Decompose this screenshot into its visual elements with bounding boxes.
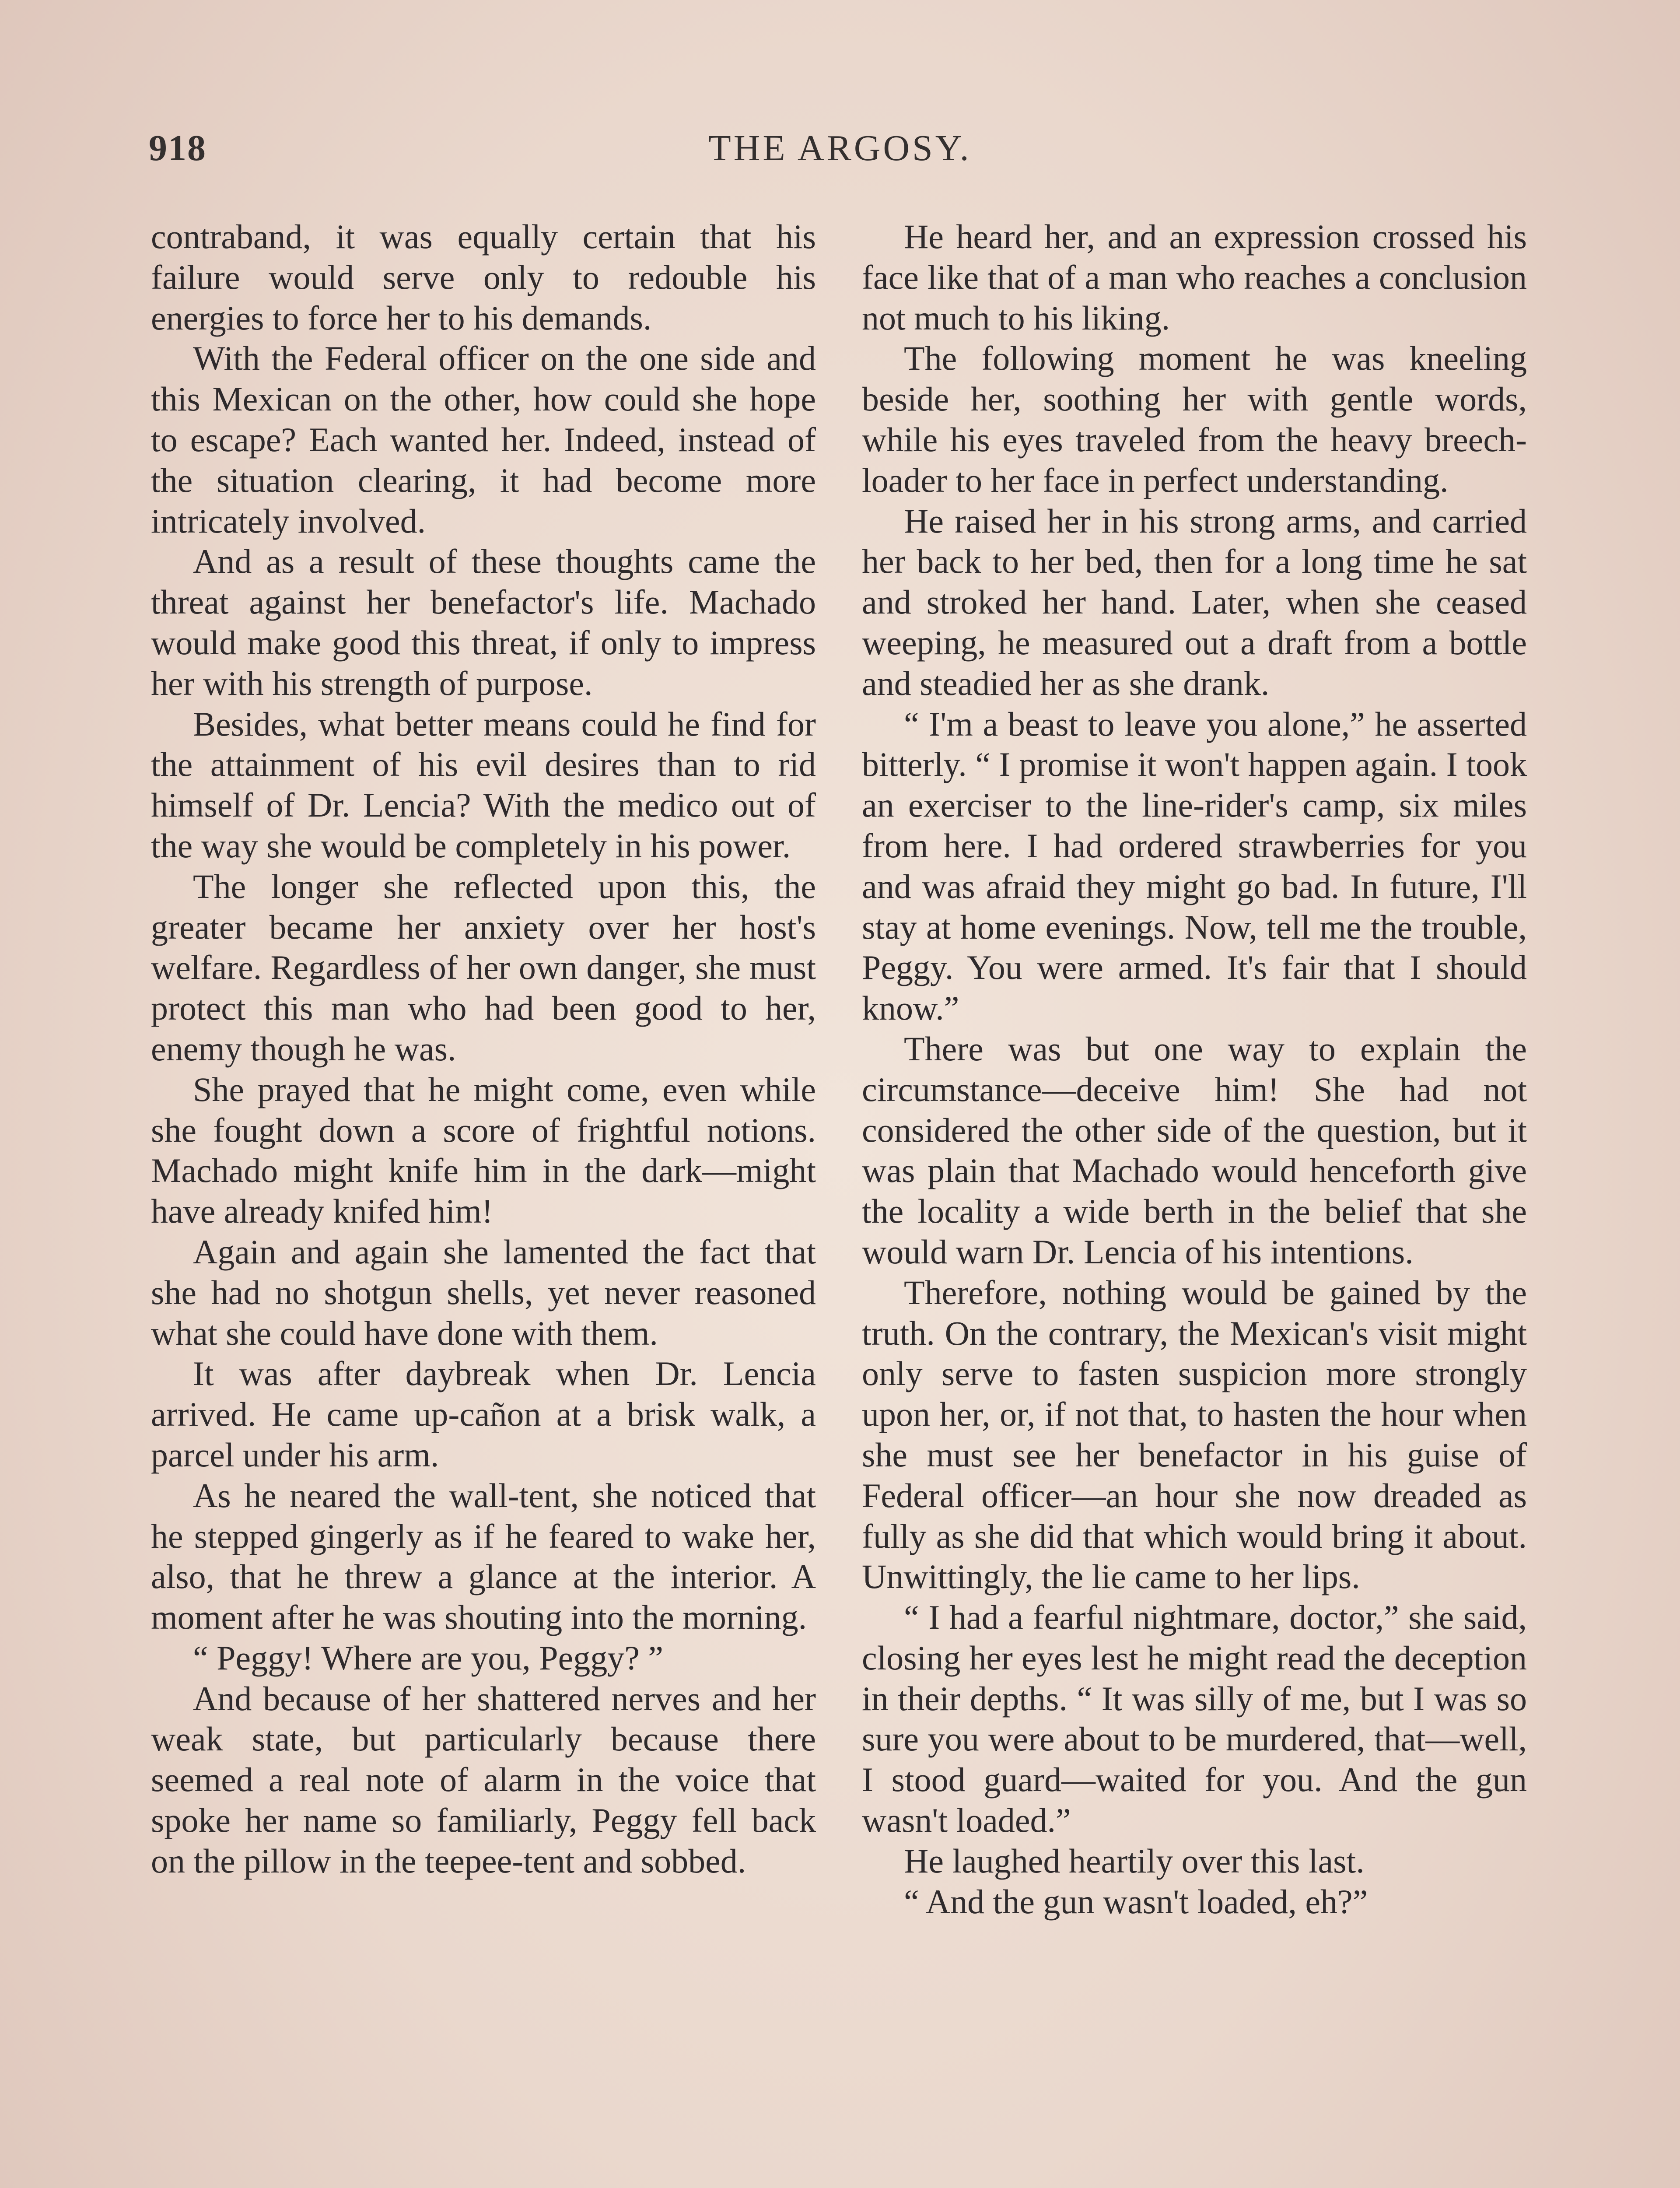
running-head: THE ARGOSY. <box>708 128 972 168</box>
paragraph: There was but one way to explain the circumstance—deceive him! She had not considered the other side of the question, but it was plain that Machado would henceforth give the locality a wide berth in the belief that she would warn Dr. Lencia of his intentions. <box>862 1029 1527 1271</box>
paragraph: Again and again she lamented the fact that she had no shotgun shells, yet never reasoned what she could have done with them. <box>151 1232 816 1352</box>
right-column <box>862 217 1527 1922</box>
paragraph: And as a result of these thoughts came the threat against her benefactor's life. Machado would make good this threat, if only to impress her with his strength of purpose. <box>151 542 816 702</box>
paragraph: And because of her shattered nerves and her weak state, but particularly because there seemed a real note of alarm in the voice that spoke her name so familiarly, Peggy fell back on the pillow in the teepee-tent and sobbed. <box>151 1679 816 1880</box>
paragraph: “ And the gun wasn't loaded, eh?” <box>904 1882 1368 1921</box>
paragraph: She prayed that he might come, even while she fought down a score of frightful notions. Machado might knife him in the dark—might have already knifed him! <box>151 1070 816 1231</box>
paragraph: He laughed heartily over this last. <box>904 1841 1365 1880</box>
paragraph: The longer she reflected upon this, the greater became her anxiety over her host's welfare. Regardless of her own danger, she must protect this man who had been good to her, enemy though he was. <box>151 867 816 1068</box>
paragraph: It was after daybreak when Dr. Lencia arrived. He came up-cañon at a brisk walk, a parcel under his arm. <box>151 1354 816 1474</box>
paragraph: “ Peggy! Where are you, Peggy? ” <box>193 1638 663 1677</box>
paragraph: With the Federal officer on the one side and this Mexican on the other, how could she hope to escape? Each wanted her. Indeed, instead of the situation clearing, it had become more intricately involved. <box>151 339 816 540</box>
left-column <box>151 217 816 1882</box>
paragraph: “ I had a fearful nightmare, doctor,” she said, closing her eyes lest he might read the deception in their depths. “ It was silly of me, but I was so sure you were about to be murdered, that—well, I stood guard—waited for you. And the gun wasn't loaded.” <box>862 1598 1527 1840</box>
paragraph: As he neared the wall-tent, she noticed that he stepped gingerly as if he feared to wake her, also, that he threw a glance at the interior. A moment after he was shouting into the morning. <box>151 1476 816 1637</box>
paragraph: Besides, what better means could he find for the attainment of his evil desires than to rid himself of Dr. Lencia? With the medico out of the way she would be completely in his power. <box>151 705 816 865</box>
paragraph: contraband, it was equally certain that his failure would serve only to redouble his energies to force her to his demands. <box>151 217 816 337</box>
paragraph: He heard her, and an expression crossed his face like that of a man who reaches a conclusion not much to his liking. <box>862 217 1527 337</box>
paragraph: Therefore, nothing would be gained by the truth. On the contrary, the Mexican's visit might only serve to fasten suspicion more strongly upon her, or, if not that, to hasten the hour when she must see her benefactor in his guise of Federal officer—an hour she now dreaded as fully as she did that which would bring it about. Unwittingly, the lie came to her lips. <box>862 1273 1527 1596</box>
paragraph: The following moment he was kneeling beside her, soothing her with gentle words, while his eyes traveled from the heavy breech-loader to her face in perfect understanding. <box>862 339 1527 499</box>
page-number: 918 <box>149 128 206 168</box>
paragraph: “ I'm a beast to leave you alone,” he asserted bitterly. “ I promise it won't happen again. I took an exerciser to the line-rider's camp, six miles from here. I had ordered strawberries for you and was afraid they might go bad. In future, I'll stay at home evenings. Now, tell me the trouble, Peggy. You were armed. It's fair that I should know.” <box>862 705 1527 1027</box>
paragraph: He raised her in his strong arms, and carried her back to her bed, then for a long time he sat and stroked her hand. Later, when she ceased weeping, he measured out a draft from a bottle and steadied her as she drank. <box>862 501 1527 702</box>
